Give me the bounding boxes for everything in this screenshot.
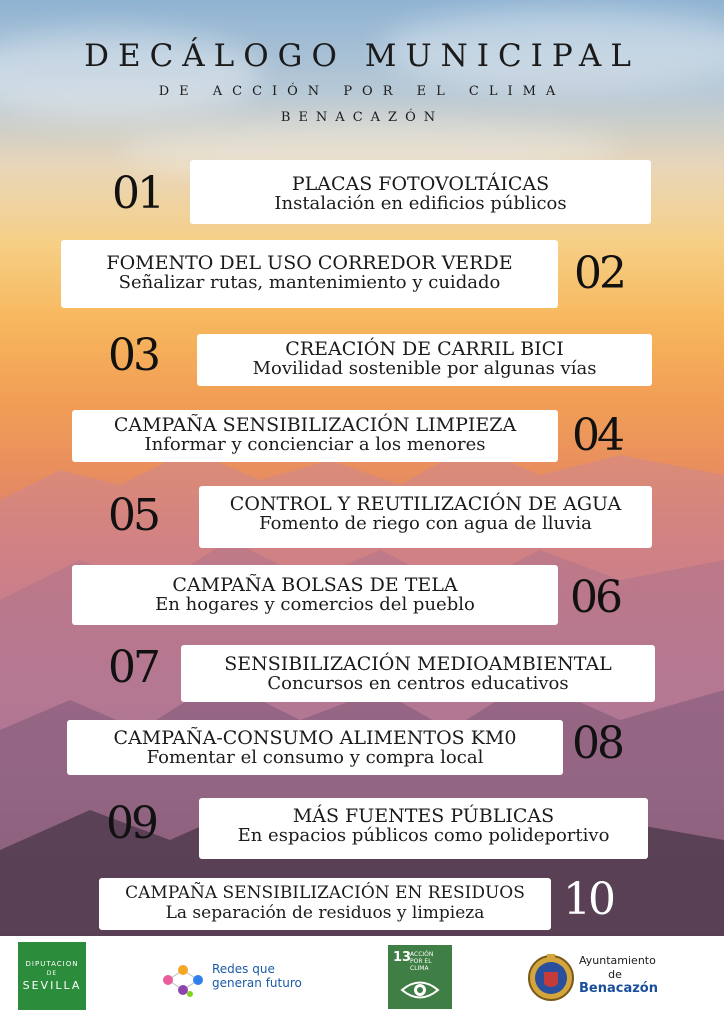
ayto-line1: Ayuntamiento bbox=[579, 954, 656, 967]
item-heading: CAMPAÑA SENSIBILIZACIÓN LIMPIEZA bbox=[113, 414, 517, 436]
item-number: 08 bbox=[572, 718, 622, 769]
item-description: En hogares y comercios del pueblo bbox=[155, 594, 475, 615]
item-card bbox=[72, 410, 558, 462]
page-title: DECÁLOGO MUNICIPAL bbox=[84, 38, 640, 74]
redes-logo bbox=[160, 960, 310, 1000]
item-description: Informar y concienciar a los menores bbox=[144, 434, 486, 455]
ayuntamiento-logo bbox=[527, 950, 707, 1010]
redes-line2: generan futuro bbox=[212, 976, 302, 990]
diputacion-de-label: DE bbox=[46, 970, 58, 977]
item-description: Fomento de riego con agua de lluvia bbox=[259, 513, 592, 534]
item-card bbox=[72, 565, 558, 625]
item-card bbox=[61, 240, 558, 308]
item-number: 04 bbox=[572, 410, 622, 461]
sdg-number: 13 bbox=[393, 950, 412, 965]
eye-globe-icon bbox=[400, 979, 440, 1001]
item-number: 03 bbox=[108, 330, 158, 381]
ayuntamiento-text bbox=[579, 954, 658, 996]
item-card bbox=[181, 645, 655, 702]
item-number: 07 bbox=[108, 642, 158, 693]
item-number: 01 bbox=[112, 168, 162, 219]
item-number: 09 bbox=[106, 798, 156, 849]
network-icon bbox=[160, 960, 206, 1000]
item-number: 06 bbox=[570, 572, 620, 623]
sdg-line2: POR EL CLIMA bbox=[410, 958, 432, 972]
item-heading: CONTROL Y REUTILIZACIÓN DE AGUA bbox=[229, 493, 622, 515]
item-description: En espacios públicos como polideportivo bbox=[237, 825, 610, 846]
redes-text bbox=[212, 962, 302, 990]
sevilla-label: SEVILLA bbox=[22, 979, 82, 992]
item-description: La separación de residuos y limpieza bbox=[165, 903, 485, 923]
ayto-line3: Benacazón bbox=[579, 981, 658, 996]
sdg-line1: ACCIÓN bbox=[410, 951, 434, 958]
item-number: 10 bbox=[563, 874, 613, 925]
item-heading: CAMPAÑA SENSIBILIZACIÓN EN RESIDUOS bbox=[125, 883, 525, 903]
item-description: Fomentar el consumo y compra local bbox=[146, 747, 484, 768]
sdg-label bbox=[410, 951, 452, 972]
town-name: BENACAZÓN bbox=[280, 110, 444, 125]
item-number: 02 bbox=[574, 248, 624, 299]
diputacion-label: DIPUTACION bbox=[25, 960, 79, 968]
diputacion-sevilla-logo bbox=[18, 942, 86, 1010]
ayto-line2: de bbox=[608, 968, 622, 981]
item-card bbox=[199, 486, 652, 548]
item-description: Instalación en edificios públicos bbox=[274, 193, 567, 214]
item-heading: PLACAS FOTOVOLTÁICAS bbox=[291, 173, 550, 195]
page-subtitle: DE ACCIÓN POR EL CLIMA bbox=[158, 84, 566, 99]
item-description: Señalizar rutas, mantenimiento y cuidado bbox=[118, 272, 501, 293]
item-heading: CAMPAÑA-CONSUMO ALIMENTOS KM0 bbox=[113, 727, 517, 749]
item-card bbox=[99, 878, 551, 930]
item-description: Concursos en centros educativos bbox=[267, 673, 569, 694]
item-description: Movilidad sostenible por algunas vías bbox=[252, 358, 597, 379]
item-card bbox=[199, 798, 648, 859]
item-number: 05 bbox=[108, 490, 158, 541]
coat-of-arms-icon bbox=[527, 950, 575, 1006]
redes-line1: Redes que bbox=[212, 962, 275, 976]
item-heading: CAMPAÑA BOLSAS DE TELA bbox=[172, 574, 458, 596]
item-card bbox=[67, 720, 563, 775]
item-card bbox=[197, 334, 652, 386]
item-heading: MÁS FUENTES PÚBLICAS bbox=[292, 805, 555, 827]
item-heading: CREACIÓN DE CARRIL BICI bbox=[285, 338, 564, 360]
item-heading: SENSIBILIZACIÓN MEDIOAMBIENTAL bbox=[224, 653, 612, 675]
item-card bbox=[190, 160, 651, 224]
item-heading: FOMENTO DEL USO CORREDOR VERDE bbox=[106, 252, 513, 274]
sdg13-logo bbox=[388, 945, 452, 1009]
